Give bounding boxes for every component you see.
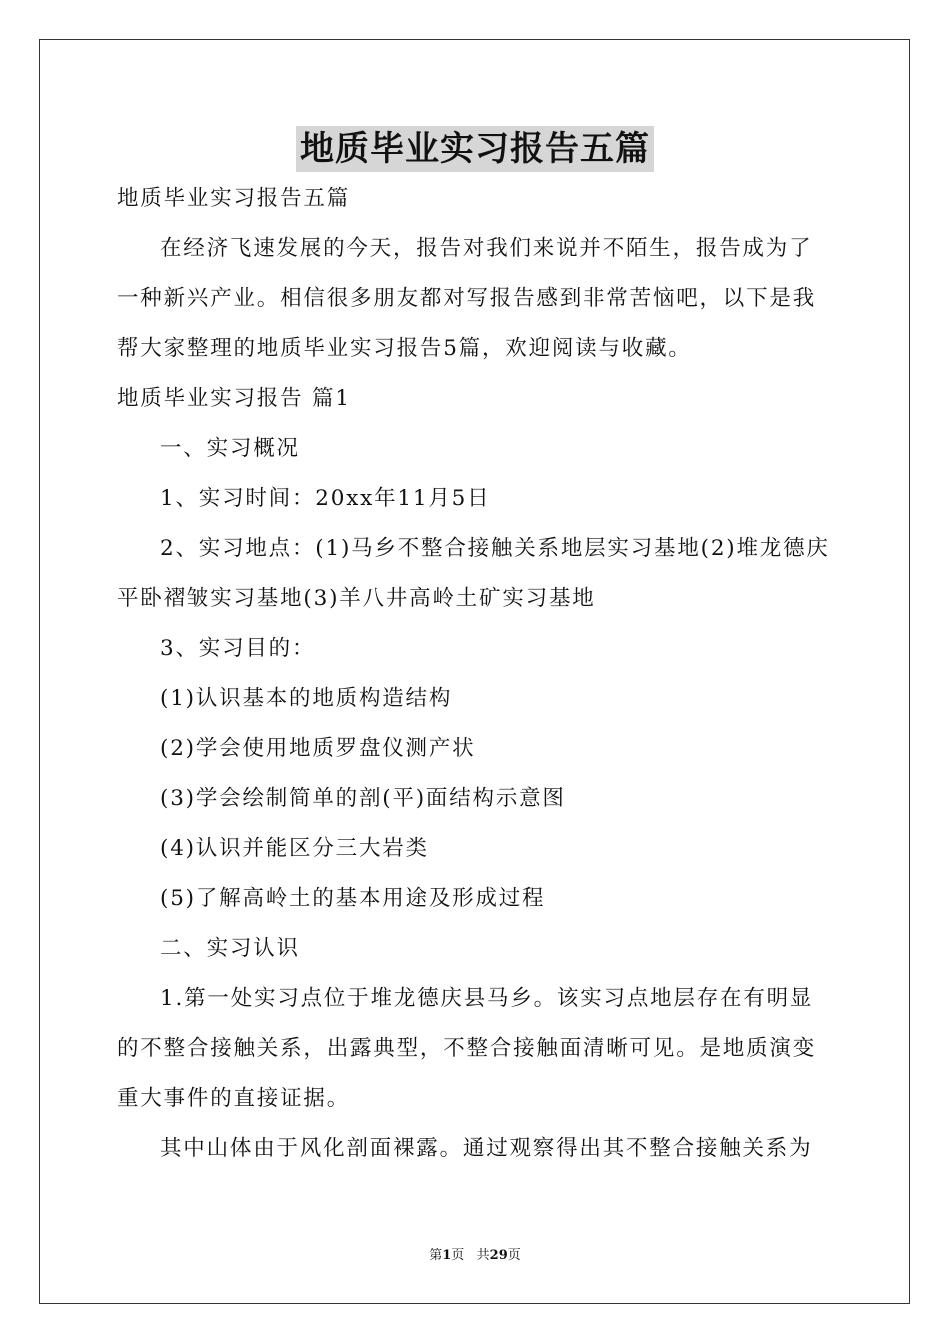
document-title-wrap [0, 126, 950, 172]
document-title: 地质毕业实习报告五篇 [296, 126, 654, 172]
purpose-item-5: (5)了解高岭土的基本用途及形成过程 [160, 886, 546, 911]
purpose-item-4: (4)认识并能区分三大岩类 [160, 836, 429, 861]
footer-suffix: 页 [507, 1248, 521, 1263]
page-footer [0, 1246, 950, 1266]
understanding-paragraph-2: 其中山体由于风化剖面裸露。通过观察得出其不整合接触关系为 [160, 1136, 813, 1161]
footer-prefix: 第 [429, 1248, 443, 1263]
footer-page-number: 1 [442, 1248, 452, 1263]
purpose-item-3: (3)学会绘制简单的剖(平)面结构示意图 [160, 786, 566, 811]
purpose-item-2: (2)学会使用地质罗盘仪测产状 [160, 736, 476, 761]
purpose-item-1: (1)认识基本的地质构造结构 [160, 686, 453, 711]
understanding-paragraph-1: 1.第一处实习点位于堆龙德庆县马乡。该实习点地层存在有明显的不整合接触关系，出露典型，不整合接触面清晰可见。是地质演变重大事件的直接证据。 [117, 986, 817, 1111]
section-heading-part1: 地质毕业实习报告 篇1 [117, 386, 351, 411]
subtitle-line: 地质毕业实习报告五篇 [117, 186, 351, 211]
intro-paragraph: 在经济飞速发展的今天，报告对我们来说并不陌生，报告成为了一种新兴产业。相信很多朋友都对写报告感到非常苦恼吧，以下是我帮大家整理的地质毕业实习报告5篇，欢迎阅读与收藏。 [117, 236, 817, 361]
document-body [117, 174, 835, 1174]
heading-understanding: 二、实习认识 [160, 936, 300, 961]
footer-total-pages: 29 [489, 1248, 508, 1263]
item-time: 1、实习时间：20xx年11月5日 [160, 486, 491, 511]
footer-mid: 页 共 [451, 1248, 490, 1263]
heading-overview: 一、实习概况 [160, 436, 300, 461]
item-purpose: 3、实习目的： [160, 636, 316, 661]
item-location: 2、实习地点：(1)马乡不整合接触关系地层实习基地(2)堆龙德庆平卧褶皱实习基地(3)羊八井高岭土矿实习基地 [117, 536, 830, 611]
